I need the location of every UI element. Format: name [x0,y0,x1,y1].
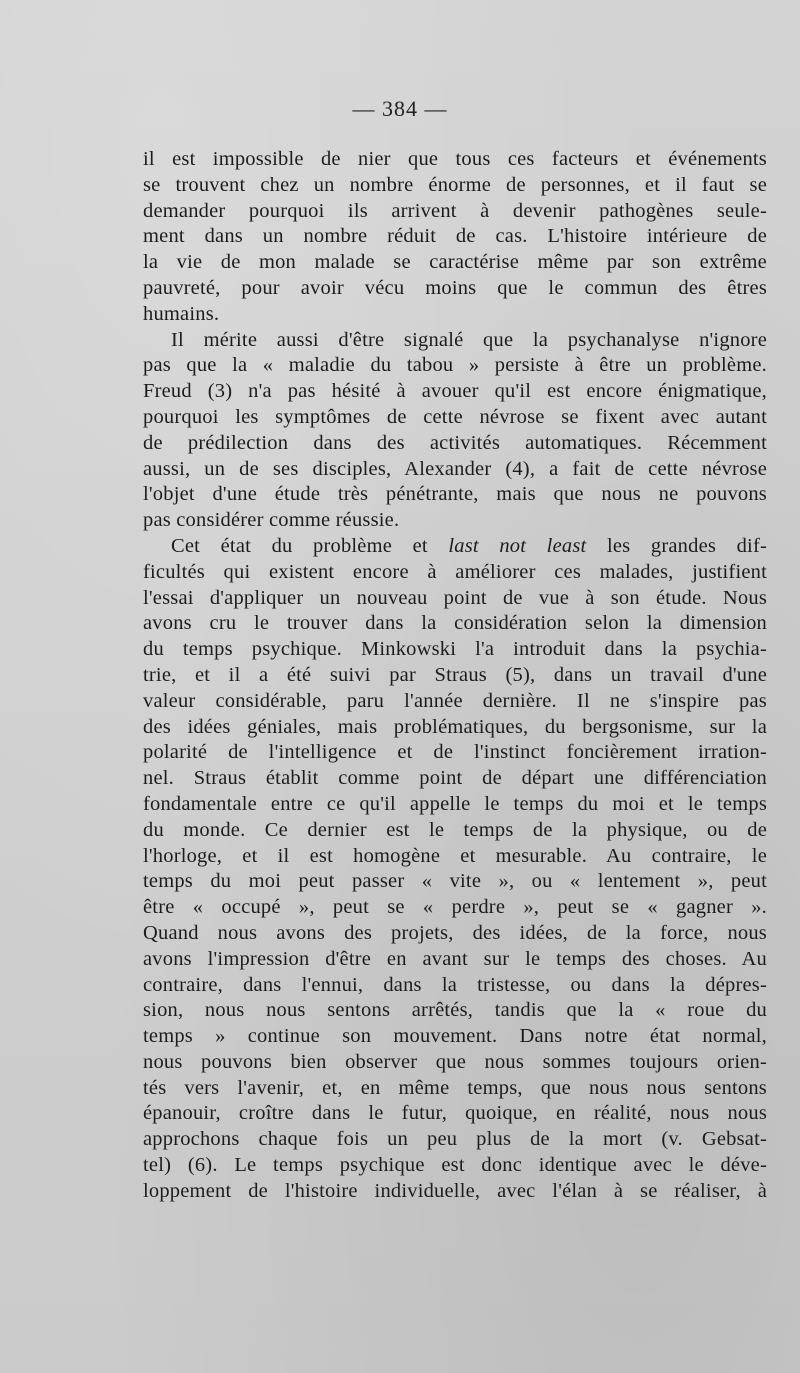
text-line: temps du moi peut passer « vite », ou « lentement », peut [143,870,767,893]
text-line: Quand nous avons des projets, des idées, de la force, nous [143,921,767,944]
text-line: trie, et il a été suivi par Straus (5), dans un travail d'une [143,663,767,686]
text-line: pauvreté, pour avoir vécu moins que le commun des êtres [143,276,767,299]
text-line [143,534,767,560]
text-fragment: Cet état du problème et [171,534,428,557]
body-text [143,147,767,1205]
paragraph-3 [143,534,767,1205]
text-line: l'objet d'une étude très pénétrante, mais que nous ne pouvons [143,483,767,506]
text-line: avons cru le trouver dans la considération selon la dimension [143,612,767,635]
text-line: approchons chaque fois un peu plus de la mort (v. Gebsat- [143,1128,767,1151]
text-line: la vie de mon malade se caractérise même par son extrême [143,251,767,274]
italic-phrase: last not least [448,534,587,557]
text-line: épanouir, croître dans le futur, quoique, en réalité, nous nous [143,1102,767,1125]
page-number: — 384 — [352,96,448,121]
text-line: Freud (3) n'a pas hésité à avouer qu'il est encore énigmatique, [143,380,767,403]
text-line: des idées géniales, mais problématiques, du bergsonisme, sur la [143,715,767,738]
text-line: nel. Straus établit comme point de départ une différenciation [143,767,767,790]
text-line: tel) (6). Le temps psychique est donc identique avec le déve- [143,1154,767,1177]
text-line: contraire, dans l'ennui, dans la tristesse, ou dans la dépres- [143,973,767,996]
text-line: pas que la « maladie du tabou » persiste à être un problème. [143,354,767,377]
text-line: avons l'impression d'être en avant sur le temps des choses. Au [143,947,767,970]
paragraph-1 [143,147,767,328]
text-line: du monde. Ce dernier est le temps de la physique, ou de [143,818,767,841]
text-line: polarité de l'intelligence et de l'instinct foncièrement irration- [143,741,767,764]
paragraph-2 [143,328,767,534]
text-line: pas considérer comme réussie. [143,509,400,532]
text-line: nous pouvons bien observer que nous sommes toujours orien- [143,1050,767,1073]
text-line: temps » continue son mouvement. Dans notre état normal, [143,1025,767,1048]
text-fragment: les grandes dif- [606,534,768,557]
text-line: ficultés qui existent encore à améliorer ces malades, justifient [143,560,767,583]
text-line: il est impossible de nier que tous ces facteurs et événements [143,148,767,170]
text-line: de prédilection dans des activités automatiques. Récemment [143,431,767,454]
text-line: être « occupé », peut se « perdre », peut se « gagner ». [143,896,767,919]
text-line: valeur considérable, paru l'année dernière. Il ne s'inspire pas [143,689,767,712]
text-line: aussi, un de ses disciples, Alexander (4), a fait de cette névrose [143,457,767,480]
text-line: fondamentale entre ce qu'il appelle le temps du moi et le temps [143,792,767,815]
text-line: demander pourquoi ils arrivent à devenir pathogènes seule- [143,199,767,222]
text-line: l'horloge, et il est homogène et mesurable. Au contraire, le [143,844,767,867]
text-line: pourquoi les symptômes de cette névrose se fixent avec autant [143,405,767,428]
text-line: ment dans un nombre réduit de cas. L'histoire intérieure de [143,225,767,248]
text-line: du temps psychique. Minkowski l'a introduit dans la psychia- [143,638,767,661]
text-line: humains. [143,302,220,325]
text-line: sion, nous nous sentons arrêtés, tandis que la « roue du [143,999,767,1022]
text-line: l'essai d'appliquer un nouveau point de vue à son étude. Nous [143,586,767,609]
text-line: loppement de l'histoire individuelle, avec l'élan à se réaliser, à [143,1179,767,1202]
text-line: tés vers l'avenir, et, en même temps, que nous nous sentons [143,1076,767,1099]
text-line: Il mérite aussi d'être signalé que la psychanalyse n'ignore [171,328,767,351]
text-line: se trouvent chez un nombre énorme de personnes, et il faut se [143,173,767,196]
